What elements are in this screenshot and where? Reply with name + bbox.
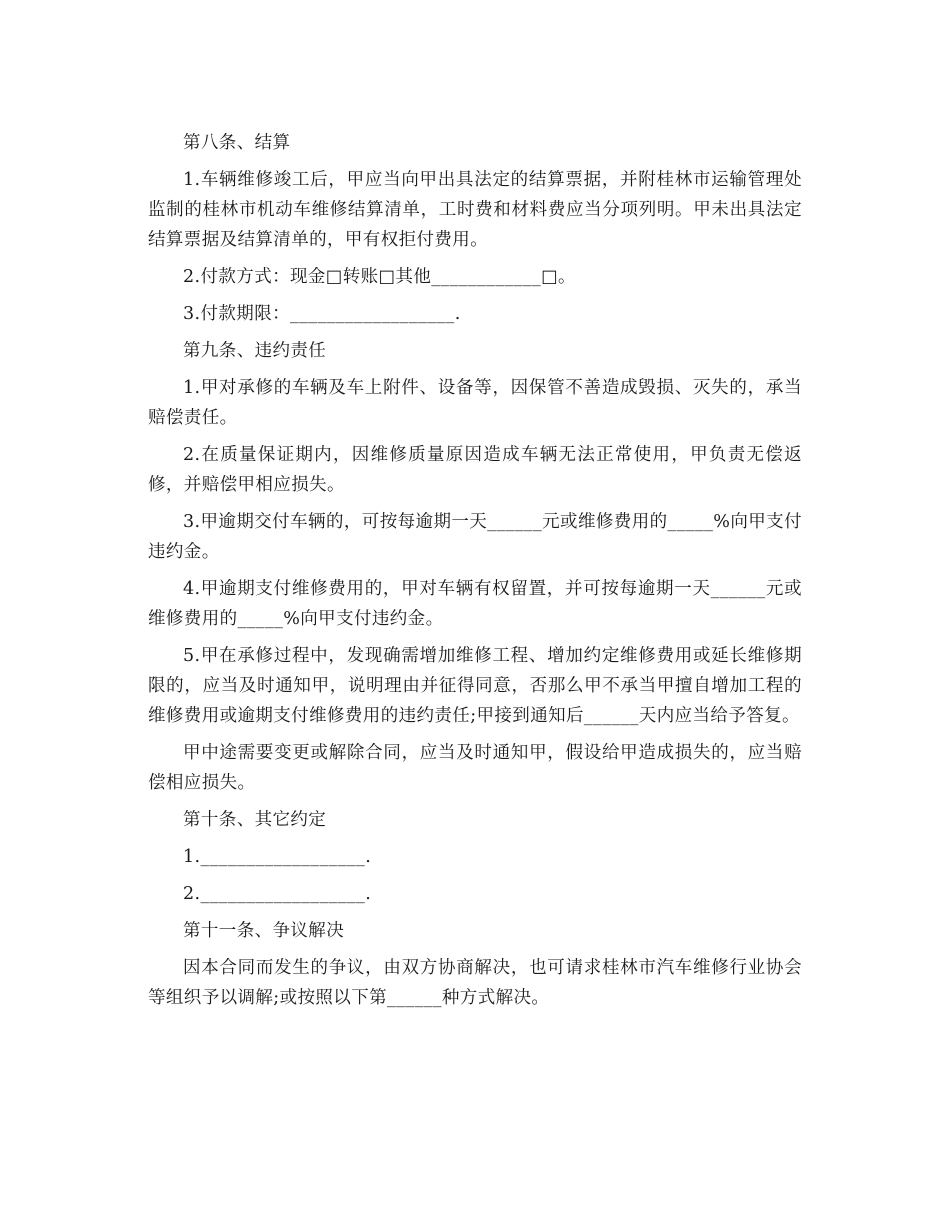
section-heading-11: 第十一条、争议解决 [183, 921, 345, 941]
clause-9-1: 1.甲对承修的车辆及车上附件、设备等，因保管不善造成毁损、灭失的，承当赔偿责任。 [148, 378, 802, 428]
clause-8-2: 2.付款方式：现金□转账□其他____________□。 [183, 267, 576, 287]
clause-10-1: 1.__________________. [183, 847, 372, 867]
document-page [148, 128, 802, 1020]
section-heading-10: 第十条、其它约定 [183, 810, 327, 830]
clause-9-5: 5.甲在承修过程中，发现确需增加维修工程、增加约定维修费用或延长维修期限的，应当及时通知甲，说明理由并征得同意，否那么甲不承当甲擅自增加工程的维修费用或逾期支付维修费用的违约责任;甲接到通知后______天内应当给予答复。 [148, 646, 802, 726]
clause-9-2: 2.在质量保证期内，因维修质量原因造成车辆无法正常使用，甲负责无偿返修，并赔偿甲相应损失。 [148, 445, 802, 495]
clause-8-1: 1.车辆维修竣工后，甲应当向甲出具法定的结算票据，并附桂林市运输管理处监制的桂林市机动车维修结算清单，工时费和材料费应当分项列明。甲未出具法定结算票据及结算清单的，甲有权拒付费用。 [148, 170, 802, 250]
section-heading-9: 第九条、违约责任 [183, 341, 327, 361]
section-heading-8: 第八条、结算 [183, 133, 291, 153]
clause-9-4: 4.甲逾期支付维修费用的，甲对车辆有权留置，并可按每逾期一天______元或维修费用的_____%向甲支付违约金。 [148, 579, 802, 629]
clause-9-3: 3.甲逾期交付车辆的，可按每逾期一天______元或维修费用的_____%向甲支付违约金。 [148, 512, 802, 562]
clause-8-3: 3.付款期限：__________________. [183, 304, 461, 324]
clause-11-text: 因本合同而发生的争议，由双方协商解决，也可请求桂林市汽车维修行业协会等组织予以调解;或按照以下第______种方式解决。 [148, 958, 802, 1008]
clause-10-2: 2.__________________. [183, 884, 372, 904]
clause-9-extra: 甲中途需要变更或解除合同，应当及时通知甲，假设给甲造成损失的，应当赔偿相应损失。 [148, 743, 802, 793]
